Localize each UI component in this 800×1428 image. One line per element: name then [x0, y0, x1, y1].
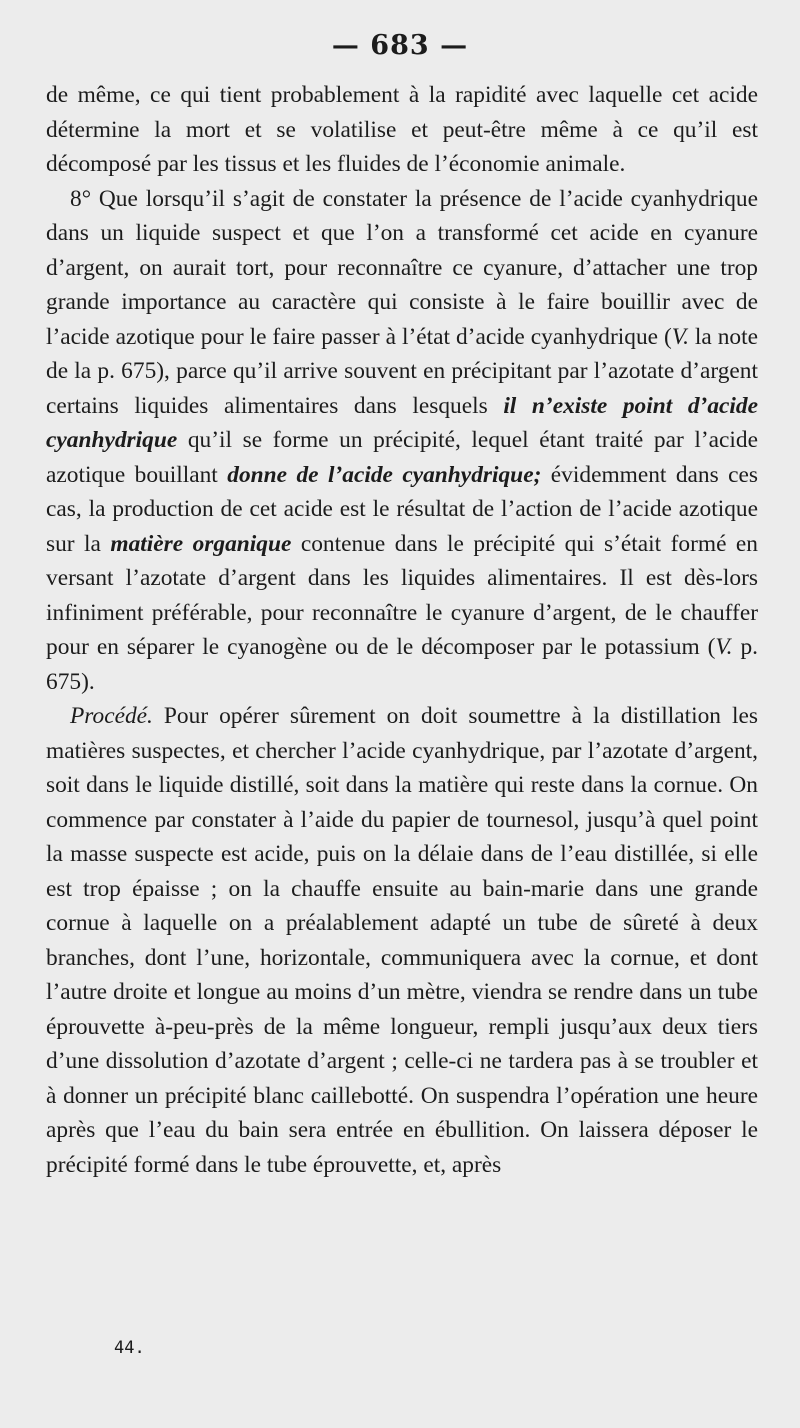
- signature-mark: 44.: [114, 1338, 145, 1358]
- paragraph-3: [46, 699, 758, 1182]
- text-run: contenue dans le précipité qui s’était formé en versant l’azotate d’argent dans les liquides alimentaires. Il est dès-lors infiniment préférable, pour reconnaître le cyanure d’argent, de le chauffer pour en séparer le cyanogène ou de le décomposer par le potassium (: [46, 530, 758, 660]
- text-run: qu’il se forme un précipité, lequel étant traité par l’acide azotique bouillant: [46, 427, 758, 488]
- emphasis-text: donne de l’acide cyanhydrique;: [227, 461, 542, 488]
- text-run: de même, ce qui tient probablement à la rapidité avec laquelle cet acide détermine la mort et se volatilise et peut-être même à ce qu’il est décomposé par les tissus et les fluides de l’économie animale.: [46, 82, 758, 177]
- body-text: [46, 78, 758, 1182]
- text-run: Pour opérer sûrement on doit soumettre à la distillation les matières suspectes, et chercher l’acide cyanhydrique, par l’azotate d’argent, soit dans le liquide distillé, soit dans la matière qui reste dans la cornue. On commence par constater à l’aide du papier de tournesol, jusqu’à quel point la masse suspecte est acide, puis on la délaie dans de l’eau distillée, si elle est trop épaisse ; on la chauffe ensuite au bain-marie dans une grande cornue à laquelle on a préalablement adapté un tube de sûreté à deux branches, dont l’une, horizontale, communiquera avec la cornue, et dont l’autre droite et longue au moins d’un mètre, viendra se rendre dans un tube éprouvette à-peu-près de la même longueur, rempli jusqu’aux deux tiers d’une dissolution d’azotate d’argent ; celle-ci ne tardera pas à se troubler et à donner un précipité blanc caillebotté. On suspendra l’opération une heure après que l’eau du bain sera entrée en ébullition. On laissera déposer le précipité formé dans le tube éprouvette, et, après: [46, 703, 758, 1178]
- emphasis-text: V.: [715, 634, 733, 660]
- page-number: — 683 —: [331, 30, 469, 61]
- text-run: la note de la p. 675), parce qu’il arrive souvent en précipitant par l’azotate d’argent certains liquides alimentaires dans lesquels: [46, 323, 758, 419]
- emphasis-text: il n’existe point d’acide cyanhydrique: [46, 392, 758, 453]
- emphasis-text: matière organique: [110, 530, 292, 557]
- emphasis-text: Procédé.: [70, 703, 153, 729]
- paragraph-2: [46, 182, 758, 700]
- paragraph-1: [46, 78, 758, 182]
- text-run: p. 675).: [46, 634, 758, 695]
- text-run: évidemment dans ces cas, la production de cet acide est le résultat de l’action de l’acide azotique sur la: [46, 461, 759, 557]
- text-run: 8° Que lorsqu’il s’agit de constater la présence de l’acide cyanhydrique dans un liquide suspect et que l’on a transformé cet acide en cyanure d’argent, on aurait tort, pour reconnaître ce cyanure, d’attacher une trop grande importance au caractère qui consiste à le faire bouillir avec de l’acide azotique pour le faire passer à l’état d’acide cyanhydrique (: [46, 185, 758, 350]
- emphasis-text: V.: [671, 323, 689, 350]
